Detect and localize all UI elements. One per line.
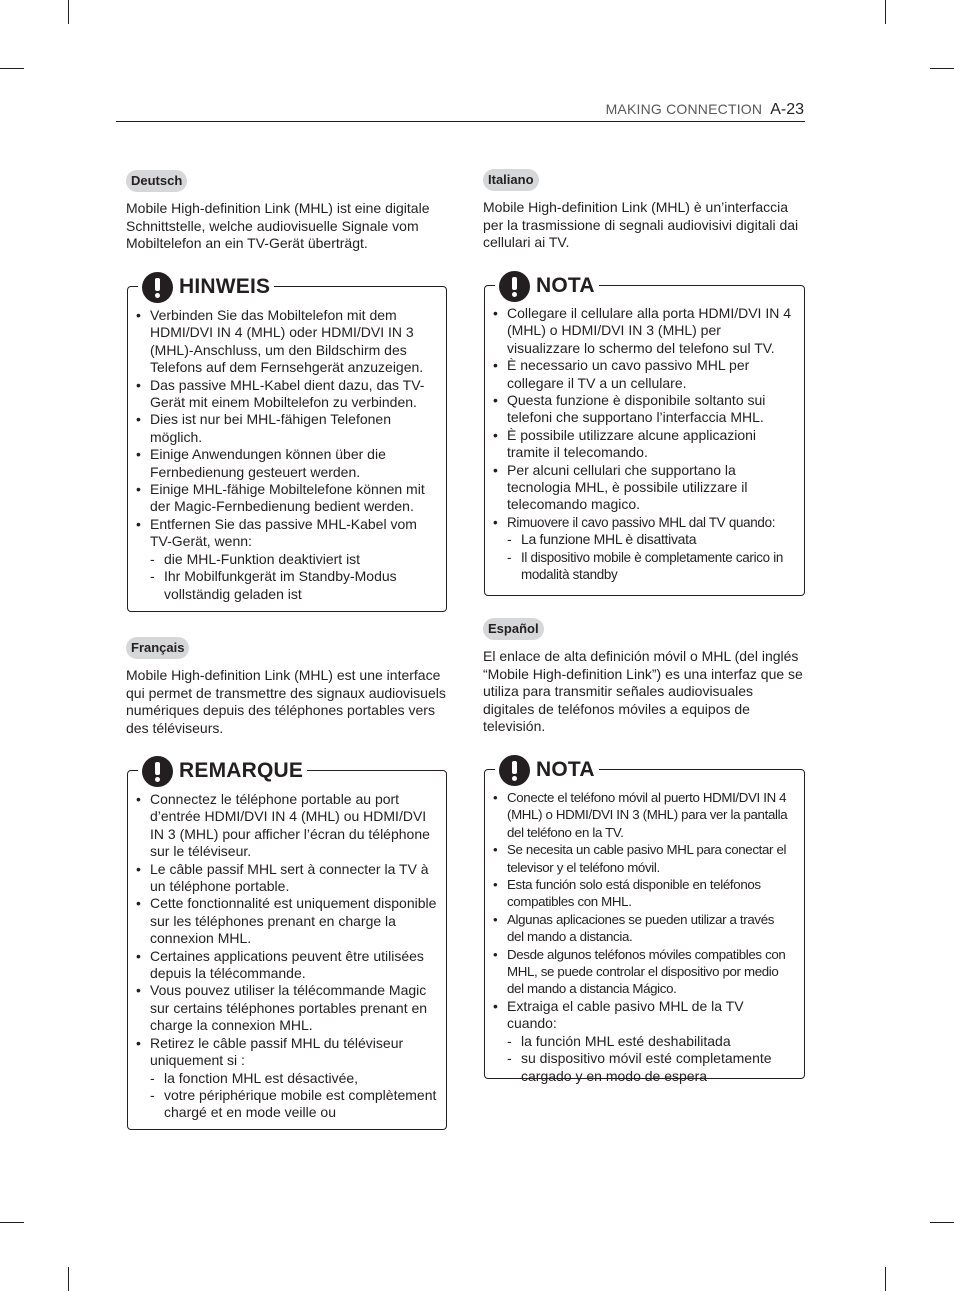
- sub-list-item: - su dispositivo móvil esté completamente cargado y en modo de espera: [507, 1050, 791, 1085]
- header-rule: [116, 121, 805, 122]
- sub-list-item: - La funzione MHL è disattivata: [507, 531, 793, 548]
- list-item: [128, 516, 438, 603]
- note-box-nota-es: [484, 758, 805, 1084]
- note-box-nota-it: [484, 274, 805, 596]
- note-header: [138, 754, 307, 788]
- sub-list-item: - la fonction MHL est désactivée,: [150, 1070, 438, 1087]
- note-header: [138, 270, 274, 304]
- note-title: NOTA: [536, 274, 595, 297]
- crop-mark: [930, 68, 954, 69]
- note-header: [495, 269, 599, 303]
- note-box-hinweis: [127, 275, 447, 612]
- exclamation-icon: [499, 755, 530, 786]
- list-item: • È possibile utilizzare alcune applicazioni tramite il telecomando.: [485, 427, 793, 462]
- exclamation-icon: [499, 271, 530, 302]
- list-item: • Das passive MHL-Kabel dient dazu, das TV-Gerät mit einem Mobiltelefon zu verbinden.: [128, 377, 438, 412]
- sub-list-item: - votre périphérique mobile est complètement chargé et en mode veille ou: [150, 1087, 438, 1122]
- sub-list: [507, 1033, 791, 1085]
- crop-mark: [885, 1267, 886, 1291]
- intro-text: Mobile High-definition Link (MHL) ist eine digitale Schnittstelle, welche audiovisuelle Signale vom Mobiltelefon an ein TV-Gerät überträgt.: [126, 200, 430, 251]
- sub-list-item: - Ihr Mobilfunkgerät im Standby-Modus vollständig geladen ist: [150, 568, 438, 603]
- list-item: • Connectez le téléphone portable au port d’entrée HDMI/DVI IN 4 (MHL) ou HDMI/DVI IN 3 (MHL) pour afficher l’écran du téléphone sur le téléviseur.: [128, 791, 438, 861]
- list-item: • Dies ist nur bei MHL-fähigen Telefonen möglich.: [128, 411, 438, 446]
- list-item: • Desde algunos teléfonos móviles compatibles con MHL, se puede controlar el dispositivo por medio del mando a distancia Mágico.: [485, 946, 791, 998]
- section-title: MAKING CONNECTION: [605, 101, 763, 117]
- sub-list: [150, 1070, 438, 1122]
- page-header: [606, 101, 804, 119]
- list-item: [485, 998, 791, 1085]
- intro-text: Mobile High-definition Link (MHL) è un’interfaccia per la trasmissione di segnali audiovisivi digitali dai cellulari ai TV.: [483, 199, 799, 250]
- crop-mark: [885, 0, 886, 24]
- list-item-text: Extraiga el cable pasivo MHL de la TV cuando:: [507, 997, 744, 1032]
- list-item: • Cette fonctionnalité est uniquement disponible sur les téléphones prenant en charge la connexion MHL.: [128, 895, 438, 947]
- list-item: [485, 514, 793, 584]
- sub-list-item: - die MHL-Funktion deaktiviert ist: [150, 551, 438, 568]
- intro-text: El enlace de alta definición móvil o MHL (del inglés “Mobile High-definition Link”) es una interfaz que se utiliza para transmitir señales audiovisuales digitales de teléfonos móviles a equipos de televisión.: [483, 648, 803, 734]
- list-item: [128, 1035, 438, 1122]
- list-item: • Collegare il cellulare alla porta HDMI/DVI IN 4 (MHL) o HDMI/DVI IN 3 (MHL) per visualizzare lo schermo del telefono sul TV.: [485, 305, 793, 357]
- list-item-text: Entfernen Sie das passive MHL-Kabel vom TV-Gerät, wenn:: [150, 515, 417, 550]
- sub-list: [507, 531, 793, 583]
- note-list: [128, 307, 438, 603]
- note-title: NOTA: [536, 758, 595, 781]
- section-francais: [126, 637, 448, 737]
- list-item: • Le câble passif MHL sert à connecter la TV à un téléphone portable.: [128, 861, 438, 896]
- list-item: • È necessario un cavo passivo MHL per collegare il TV a un cellulare.: [485, 357, 793, 392]
- crop-mark: [0, 1222, 24, 1223]
- section-espanol: [483, 618, 805, 736]
- note-list: [128, 791, 438, 1122]
- sub-list-item: - Il dispositivo mobile è completamente carico in modalità standby: [507, 549, 793, 584]
- exclamation-icon: [142, 272, 173, 303]
- list-item: • Conecte el teléfono móvil al puerto HDMI/DVI IN 4 (MHL) o HDMI/DVI IN 3 (MHL) para ver la pantalla del teléfono en la TV.: [485, 789, 791, 841]
- section-deutsch: [126, 170, 448, 253]
- crop-mark: [930, 1222, 954, 1223]
- sub-list: [150, 551, 438, 603]
- list-item: • Algunas aplicaciones se pueden utilizar a través del mando a distancia.: [485, 911, 791, 946]
- list-item: • Vous pouvez utiliser la télécommande Magic sur certains téléphones portables prenant en charge la connexion MHL.: [128, 982, 438, 1034]
- note-list: [485, 789, 791, 1085]
- language-badge: Français: [126, 637, 189, 659]
- list-item: • Verbinden Sie das Mobiltelefon mit dem HDMI/DVI IN 4 (MHL) oder HDMI/DVI IN 3 (MHL)-Anschluss, um den Bildschirm des Telefons auf dem Fernsehgerät anzuzeigen.: [128, 307, 438, 377]
- list-item: • Einige Anwendungen können über die Fernbedienung gesteuert werden.: [128, 446, 438, 481]
- language-badge: Deutsch: [126, 170, 187, 192]
- list-item: • Per alcuni cellulari che supportano la tecnologia MHL, è possibile utilizzare il telecomando magico.: [485, 462, 793, 514]
- note-box-remarque: [127, 759, 447, 1130]
- intro-text: Mobile High-definition Link (MHL) est une interface qui permet de transmettre des signaux audiovisuels numériques depuis des téléphones portables vers des téléviseurs.: [126, 667, 446, 736]
- note-header: [495, 753, 599, 787]
- list-item-text: Rimuovere il cavo passivo MHL dal TV quando:: [507, 514, 776, 530]
- note-list: [485, 305, 793, 584]
- sub-list-item: - la función MHL esté deshabilitada: [507, 1033, 791, 1050]
- list-item: • Esta función solo está disponible en teléfonos compatibles con MHL.: [485, 876, 791, 911]
- crop-mark: [68, 0, 69, 24]
- list-item: • Einige MHL-fähige Mobiltelefone können mit der Magic-Fernbedienung bedient werden.: [128, 481, 438, 516]
- list-item: • Se necesita un cable pasivo MHL para conectar el televisor y el teléfono móvil.: [485, 841, 791, 876]
- section-italiano: [483, 169, 805, 252]
- crop-mark: [0, 68, 24, 69]
- language-badge: Español: [483, 618, 544, 640]
- crop-mark: [68, 1267, 69, 1291]
- list-item-text: Retirez le câble passif MHL du téléviseur uniquement si :: [150, 1034, 404, 1069]
- list-item: • Questa funzione è disponibile soltanto sui telefoni che supportano l’interfaccia MHL.: [485, 392, 793, 427]
- note-title: HINWEIS: [179, 275, 271, 298]
- page-number: A-23: [770, 101, 804, 118]
- language-badge: Italiano: [483, 169, 539, 191]
- note-title: REMARQUE: [179, 759, 304, 782]
- list-item: • Certaines applications peuvent être utilisées depuis la télécommande.: [128, 948, 438, 983]
- exclamation-icon: [142, 756, 173, 787]
